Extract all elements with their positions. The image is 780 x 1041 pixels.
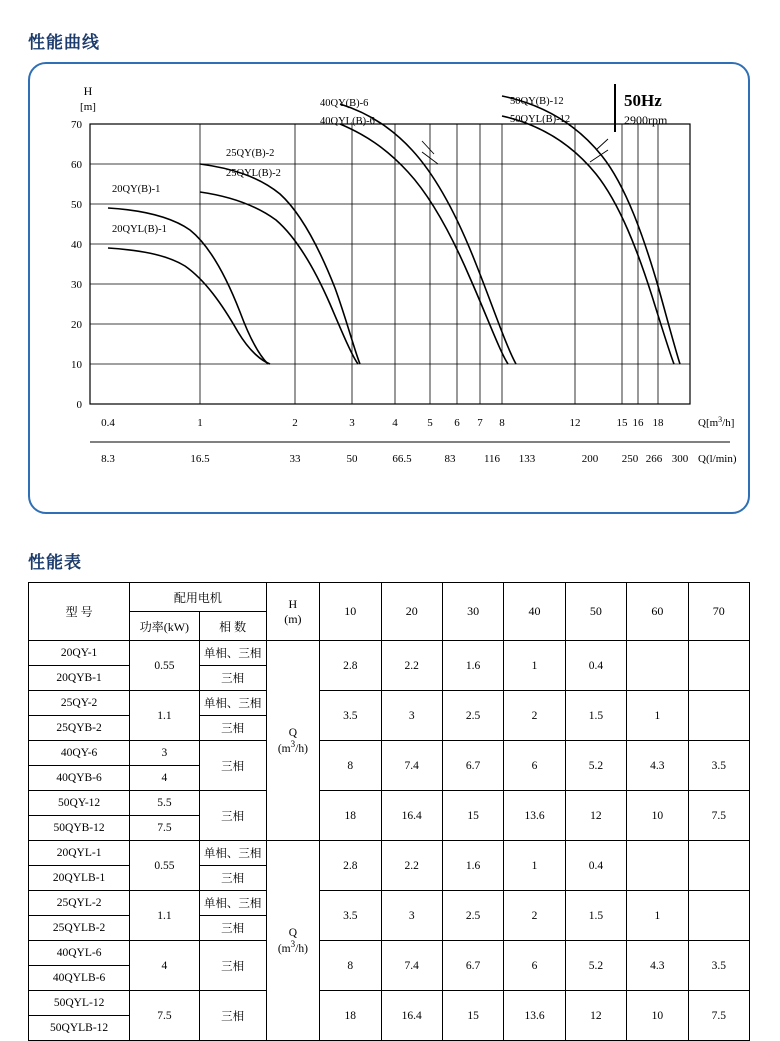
header-motor: 配用电机 <box>130 583 266 612</box>
svg-text:10: 10 <box>71 359 82 371</box>
cell-flow-40: 1 <box>504 641 565 691</box>
cell-flow-60: 10 <box>627 791 688 841</box>
annotation-50qy: 50QY(B)-12 <box>510 96 564 107</box>
cell-flow-70 <box>688 841 749 891</box>
cell-flow-40: 2 <box>504 691 565 741</box>
header-head <box>266 583 319 641</box>
cell-flow-40: 6 <box>504 941 565 991</box>
header-h-30: 30 <box>442 583 503 641</box>
cell-model: 20QYLB-1 <box>29 866 130 891</box>
cell-flow-20: 2.2 <box>381 841 442 891</box>
page-title-curve: 性能曲线 <box>28 33 100 52</box>
cell-power: 3 <box>130 741 199 766</box>
cell-model: 20QY-1 <box>29 641 130 666</box>
cell-model: 25QYLB-2 <box>29 916 130 941</box>
cell-flow-60 <box>627 641 688 691</box>
cell-power: 4 <box>130 941 199 991</box>
svg-text:40: 40 <box>71 239 82 251</box>
cell-power: 7.5 <box>130 816 199 841</box>
cell-flow-50: 5.2 <box>565 741 626 791</box>
cell-power: 4 <box>130 766 199 791</box>
flow-unit-1: $(m^3/h)$ <box>277 738 308 755</box>
svg-text:0: 0 <box>76 399 82 411</box>
header-h-50: 50 <box>565 583 626 641</box>
cell-flow-10: 2.8 <box>320 841 381 891</box>
cell-phase: 三相 <box>199 916 266 941</box>
svg-text:[m]: [m] <box>80 101 96 113</box>
cell-flow-10: 8 <box>320 741 381 791</box>
flow-unit-2: $(m^3/h)$ <box>277 938 308 955</box>
cell-flow-10: 18 <box>320 791 381 841</box>
cell-flow-10: 2.8 <box>320 641 381 691</box>
annotation-40qy: 40QY(B)-6 <box>320 98 369 109</box>
header-power: 功率(kW) <box>130 612 199 641</box>
cell-flow-30: 2.5 <box>442 691 503 741</box>
cell-phase: 三相 <box>199 791 266 841</box>
svg-text:2: 2 <box>292 417 298 429</box>
cell-model: 50QY-12 <box>29 791 130 816</box>
annotation-25qy: 25QY(B)-2 <box>226 148 275 159</box>
cell-flow-70: 3.5 <box>688 941 749 991</box>
table-row <box>29 791 750 816</box>
svg-text:266: 266 <box>645 453 663 465</box>
cell-flow-20: 16.4 <box>381 791 442 841</box>
table-row <box>29 741 750 766</box>
cell-flow-30: 15 <box>442 991 503 1041</box>
cell-power: 7.5 <box>130 991 199 1041</box>
svg-text:12: 12 <box>569 417 581 429</box>
svg-text:Q(l/min): Q(l/min) <box>698 453 737 465</box>
cell-flow-30: 1.6 <box>442 641 503 691</box>
cell-flow-70 <box>688 891 749 941</box>
cell-flow-60: 4.3 <box>627 941 688 991</box>
cell-model: 40QYB-6 <box>29 766 130 791</box>
cell-flow-70: 7.5 <box>688 791 749 841</box>
cell-flow-10: 3.5 <box>320 891 381 941</box>
svg-text:6: 6 <box>454 417 460 429</box>
svg-text:3: 3 <box>349 417 355 429</box>
svg-text:1: 1 <box>197 417 203 429</box>
cell-power: 1.1 <box>130 891 199 941</box>
cell-flow-50: 0.4 <box>565 641 626 691</box>
cell-flow-50: 1.5 <box>565 891 626 941</box>
svg-text:33: 33 <box>289 453 301 465</box>
cell-flow-30: 15 <box>442 791 503 841</box>
cell-flow-20: 16.4 <box>381 991 442 1041</box>
svg-text:H: H <box>83 84 93 98</box>
header-phase: 相 数 <box>199 612 266 641</box>
annotation-20qyl: 20QYL(B)-1 <box>112 224 167 235</box>
cell-flow-60: 1 <box>627 691 688 741</box>
cell-flow-50: 5.2 <box>565 941 626 991</box>
svg-text:116: 116 <box>483 453 501 465</box>
cell-phase: 三相 <box>199 991 266 1041</box>
cell-flow-20: 3 <box>381 891 442 941</box>
annotation-20qy: 20QY(B)-1 <box>112 184 161 195</box>
svg-text:8: 8 <box>499 417 505 429</box>
cell-flow-20: 3 <box>381 691 442 741</box>
cell-phase: 单相、三相 <box>199 891 266 916</box>
svg-text:16: 16 <box>632 417 644 429</box>
svg-text:16.5: 16.5 <box>190 453 210 465</box>
performance-curve-chart <box>30 64 752 516</box>
cell-flow-60: 4.3 <box>627 741 688 791</box>
cell-power: 0.55 <box>130 641 199 691</box>
cell-flow-40: 1 <box>504 841 565 891</box>
cell-phase: 三相 <box>199 666 266 691</box>
cell-model: 20QYB-1 <box>29 666 130 691</box>
cell-phase: 单相、三相 <box>199 691 266 716</box>
cell-flow-10: 8 <box>320 941 381 991</box>
header-h-70: 70 <box>688 583 749 641</box>
header-h-10: 10 <box>320 583 381 641</box>
table-row <box>29 991 750 1016</box>
table-header-row <box>29 583 750 612</box>
page-title-table: 性能表 <box>28 553 82 572</box>
cell-flow-30: 6.7 <box>442 941 503 991</box>
cell-model: 50QYB-12 <box>29 816 130 841</box>
annotation-25qyl: 25QYL(B)-2 <box>226 168 281 179</box>
svg-text:7: 7 <box>477 417 483 429</box>
frequency-label: 50Hz <box>624 91 662 110</box>
header-model: 型 号 <box>29 583 130 641</box>
cell-model: 25QYL-2 <box>29 891 130 916</box>
svg-text:60: 60 <box>71 159 82 171</box>
svg-text:0.4: 0.4 <box>101 417 115 429</box>
cell-flow-20: 7.4 <box>381 941 442 991</box>
header-h-60: 60 <box>627 583 688 641</box>
cell-phase: 三相 <box>199 741 266 791</box>
cell-flow-20: 7.4 <box>381 741 442 791</box>
cell-flow-40: 13.6 <box>504 791 565 841</box>
svg-text:70: 70 <box>71 119 82 131</box>
svg-text:30: 30 <box>71 279 82 291</box>
cell-flow-50: 12 <box>565 991 626 1041</box>
cell-power: 5.5 <box>130 791 199 816</box>
table-row <box>29 941 750 966</box>
cell-phase: 单相、三相 <box>199 641 266 666</box>
cell-phase: 三相 <box>199 866 266 891</box>
svg-text:300: 300 <box>671 453 689 465</box>
cell-power: 1.1 <box>130 691 199 741</box>
cell-flow-60: 10 <box>627 991 688 1041</box>
cell-flow-70: 7.5 <box>688 991 749 1041</box>
cell-flow-30: 2.5 <box>442 891 503 941</box>
cell-flow-70 <box>688 691 749 741</box>
table-row <box>29 891 750 916</box>
svg-text:50: 50 <box>71 199 82 211</box>
svg-text:5: 5 <box>427 417 433 429</box>
cell-model: 40QYL-6 <box>29 941 130 966</box>
cell-model: 25QYB-2 <box>29 716 130 741</box>
svg-text:133: 133 <box>518 453 536 465</box>
header-head-line1: H <box>288 596 298 611</box>
header-head-line2: (m) <box>284 611 302 626</box>
cell-flow-header-q2 <box>266 841 319 1041</box>
cell-flow-40: 6 <box>504 741 565 791</box>
cell-flow-40: 13.6 <box>504 991 565 1041</box>
svg-text:50: 50 <box>346 453 358 465</box>
annotation-40qyl: 40QYL(B)-6 <box>320 116 375 127</box>
cell-flow-70 <box>688 641 749 691</box>
speed-label: 2900rpm <box>624 113 668 127</box>
cell-flow-50: 0.4 <box>565 841 626 891</box>
cell-phase: 三相 <box>199 941 266 991</box>
cell-model: 25QY-2 <box>29 691 130 716</box>
table-row <box>29 841 750 866</box>
cell-model: 40QY-6 <box>29 741 130 766</box>
svg-text:66.5: 66.5 <box>392 453 412 465</box>
cell-flow-50: 12 <box>565 791 626 841</box>
cell-model: 40QYLB-6 <box>29 966 130 991</box>
cell-flow-40: 2 <box>504 891 565 941</box>
cell-flow-10: 3.5 <box>320 691 381 741</box>
svg-text:83: 83 <box>444 453 456 465</box>
cell-phase: 单相、三相 <box>199 841 266 866</box>
svg-text:15: 15 <box>616 417 628 429</box>
svg-text:18: 18 <box>652 417 664 429</box>
performance-table <box>28 582 750 1041</box>
cell-flow-70: 3.5 <box>688 741 749 791</box>
cell-phase: 三相 <box>199 716 266 741</box>
annotation-50qyl: 50QYL(B)-12 <box>510 114 571 125</box>
header-h-40: 40 <box>504 583 565 641</box>
table-row <box>29 641 750 666</box>
performance-curve-panel <box>28 62 750 514</box>
header-h-20: 20 <box>381 583 442 641</box>
cell-model: 20QYL-1 <box>29 841 130 866</box>
cell-flow-header-q1 <box>266 641 319 841</box>
table-row <box>29 691 750 716</box>
cell-power: 0.55 <box>130 841 199 891</box>
cell-flow-60 <box>627 841 688 891</box>
cell-flow-60: 1 <box>627 891 688 941</box>
svg-text:20: 20 <box>71 319 82 331</box>
cell-flow-10: 18 <box>320 991 381 1041</box>
cell-flow-30: 6.7 <box>442 741 503 791</box>
svg-text:Q[m3/h]: $Q[m^3/h]$ <box>698 415 735 429</box>
cell-flow-30: 1.6 <box>442 841 503 891</box>
svg-text:4: 4 <box>392 417 398 429</box>
cell-model: 50QYLB-12 <box>29 1016 130 1041</box>
svg-text:250: 250 <box>621 453 639 465</box>
flow-q-2: Q <box>288 926 298 939</box>
cell-flow-20: 2.2 <box>381 641 442 691</box>
svg-text:8.3: 8.3 <box>101 453 115 465</box>
svg-text:200: 200 <box>581 453 599 465</box>
cell-model: 50QYL-12 <box>29 991 130 1016</box>
flow-q-1: Q <box>288 726 298 739</box>
cell-flow-50: 1.5 <box>565 691 626 741</box>
